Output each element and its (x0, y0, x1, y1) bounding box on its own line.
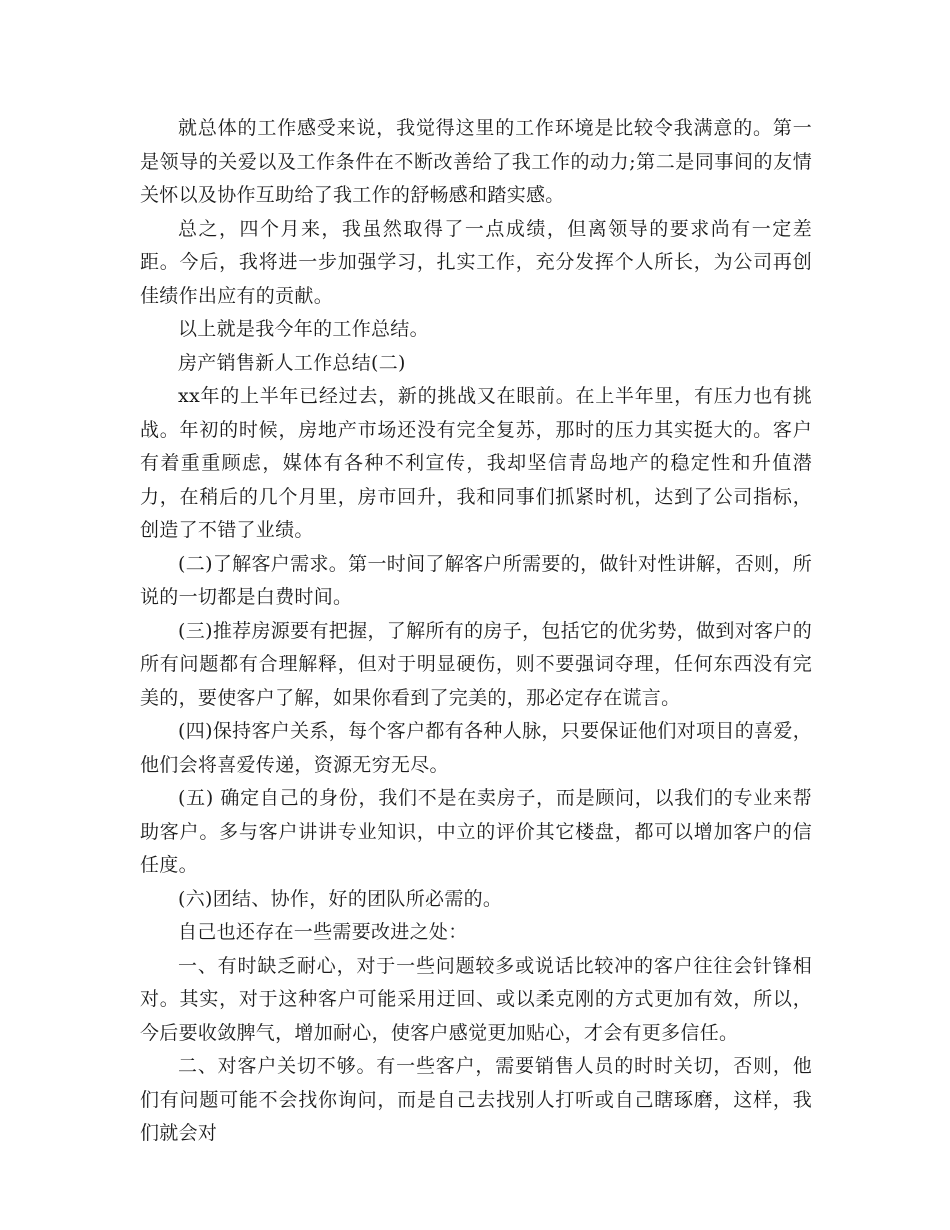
paragraph-half-year: xx年的上半年已经过去，新的挑战又在眼前。在上半年里，有压力也有挑战。年初的时候，房地产市场还没有完全复苏，那时的压力其实挺大的。客户有着重重顾虑，媒体有各种不利宣传，我却坚信青岛地产的稳定性和升值潜力，在稍后的几个月里，房市回升，我和同事们抓紧时机，达到了公司指标，创造了不错了业绩。 (140, 385, 812, 541)
paragraph-conclusion: 总之，四个月来，我虽然取得了一点成绩，但离领导的要求尚有一定差距。今后，我将进一步加强学习，扎实工作，充分发挥个人所长，为公司再创佳绩作出应有的贡献。 (140, 217, 812, 307)
paragraph-work-feeling: 就总体的工作感受来说，我觉得这里的工作环境是比较令我满意的。第一是领导的关爱以及工作条件在不断改善给了我工作的动力;第二是同事间的友情关怀以及协作互助给了我工作的舒畅感和踏实感。 (140, 117, 812, 206)
document-body (140, 112, 812, 1151)
paragraph-point-2: (二)了解客户需求。第一时间了解客户所需要的，做针对性讲解，否则，所说的一切都是白费时间。 (140, 552, 812, 608)
paragraph-improvements-intro: 自己也还存在一些需要改进之处： (178, 921, 468, 943)
paragraph-summary-end: 以上就是我今年的工作总结。 (178, 318, 429, 340)
paragraph-improvement-1: 一、有时缺乏耐心，对于一些问题较多或说话比较冲的客户往往会针锋相对。其实，对于这种客户可能采用迂回、或以柔克刚的方式更加有效，所以，今后要收敛脾气，增加耐心，使客户感觉更加贴心，才会有更多信任。 (140, 954, 812, 1044)
paragraph-point-3: (三)推荐房源要有把握，了解所有的房子，包括它的优劣势，做到对客户的所有问题都有合理解释，但对于明显硬伤，则不要强词夺理，任何东西没有完美的，要使客户了解，如果你看到了完美的，那必定存在谎言。 (140, 619, 812, 709)
paragraph-point-5: (五) 确定自己的身份，我们不是在卖房子，而是顾问，以我们的专业来帮助客户。多与客户讲讲专业知识，中立的评价其它楼盘，都可以增加客户的信任度。 (140, 787, 812, 876)
paragraph-improvement-2: 二、对客户关切不够。有一些客户，需要销售人员的时时关切，否则，他们有问题可能不会找你询问，而是自己去找别人打听或自己瞎琢磨，这样，我们就会对 (140, 1055, 812, 1144)
paragraph-point-6: (六)团结、协作，好的团队所必需的。 (178, 887, 503, 910)
section-heading: 房产销售新人工作总结(二) (178, 351, 406, 374)
paragraph-point-4: (四)保持客户关系，每个客户都有各种人脉，只要保证他们对项目的喜爱，他们会将喜爱传递，资源无穷无尽。 (140, 720, 812, 776)
